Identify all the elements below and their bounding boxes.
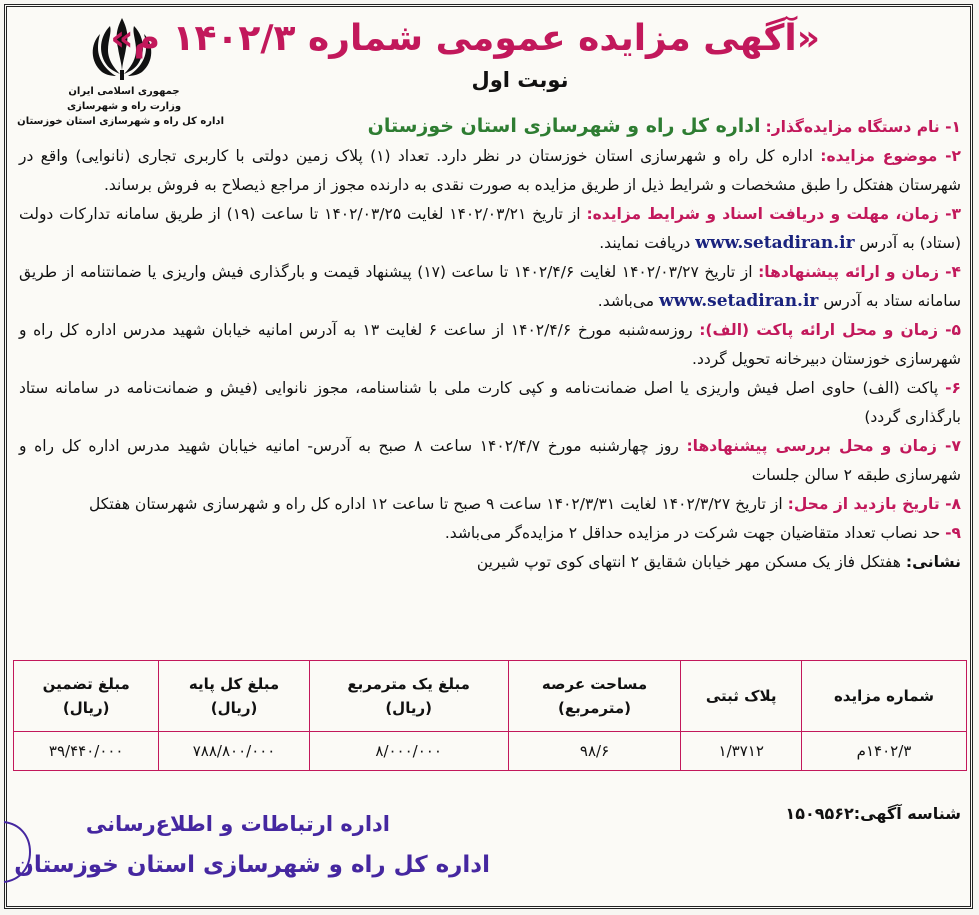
header-land-area: مساحت عرصه (مترمربع) (508, 661, 681, 732)
item-1 (19, 112, 961, 142)
item-text: روز چهارشنبه مورخ ۱۴۰۲/۴/۷ ساعت ۸ صبح به آدرس- امانیه خیابان شهید مدرس اداره کل راه و شهرسازی طبقه ۲ سالن جلسات (19, 437, 961, 484)
notice-round: نوبت اول (471, 68, 569, 92)
item-label: ۶- (945, 379, 961, 397)
setadiran-link[interactable]: www.setadiran.ir (659, 291, 819, 311)
organizer-name: اداره کل راه و شهرسازی استان خوزستان (367, 115, 761, 137)
ministry-line: وزارت راه و شهرسازی (66, 101, 182, 112)
item-label: ۷- زمان و محل بررسی پیشنهادها: (686, 437, 961, 455)
address (19, 548, 961, 577)
item-text: پاکت (الف) حاوی اصل فیش واریزی یا اصل ضمانت‌نامه و کپی کارت ملی با شناسنامه، مجوز نانوایی (فیش و ضمانت‌نامه در سامانه ستاد بارگذاری گردد) (19, 379, 961, 426)
item-4 (19, 258, 961, 316)
item-2 (19, 142, 961, 200)
item-label: ۴- زمان و ارائه پیشنهادها: (758, 263, 961, 281)
ad-identifier: شناسه آگهی:۱۵۰۹۵۶۲ (785, 804, 961, 823)
item-5 (19, 316, 961, 374)
cell-land-area: ۹۸/۶ (508, 732, 681, 771)
setadiran-link[interactable]: www.setadiran.ir (695, 233, 855, 253)
header-base-total: مبلغ کل پایه (ریال) (159, 661, 309, 732)
header-guarantee: مبلغ تضمین (ریال) (14, 661, 159, 732)
cell-registration-plate: ۱/۳۷۱۲ (681, 732, 802, 771)
item-label: ۳- زمان، مهلت و دریافت اسناد و شرایط مزایده: (586, 205, 961, 223)
header-auction-number: شماره مزایده (801, 661, 966, 732)
item-text: حد نصاب تعداد متقاضیان جهت شرکت در مزایده حداقل ۲ مزایده‌گر می‌باشد. (444, 524, 946, 542)
item-label: ۵- زمان و محل ارائه پاکت (الف): (699, 321, 961, 339)
footer-organization: اداره کل راه و شهرسازی استان خوزستان (14, 852, 490, 878)
cell-auction-number: ۱۴۰۲/۳م (801, 732, 966, 771)
item-text: اداره کل راه و شهرسازی استان خوزستان در نظر دارد. تعداد (۱) پلاک زمین دولتی با کاربری تجاری (نانوایی) واقع در شهرستان هفتکل را طبق مشخصات و شرایط ذیل از طریق مزایده به صورت نقدی به دارنده مجوز از مراجع ذیصلاح به فروش برساند. (19, 147, 961, 194)
address-label: نشانی: (905, 553, 961, 571)
cell-guarantee: ۳۹/۴۴۰/۰۰۰ (14, 732, 159, 771)
item-9 (19, 519, 961, 548)
footer-department: اداره ارتباطات و اطلاع‌رسانی (85, 812, 390, 836)
item-text: می‌باشد. (597, 292, 660, 310)
cell-base-total: ۷۸۸/۸۰۰/۰۰۰ (159, 732, 309, 771)
table-header-row (14, 661, 967, 732)
item-text: از تاریخ ۱۴۰۲/۰۳/۲۷ لغایت ۱۴۰۲/۴/۶ تا ساعت (۱۷) پیشنهاد قیمت و بارگذاری فیش واریزی یا ضمانتنامه از طریق سامانه ستاد به آدرس (19, 263, 961, 310)
item-6 (19, 374, 961, 432)
item-text: از تاریخ ۱۴۰۲/۳/۲۷ لغایت ۱۴۰۲/۳/۳۱ ساعت ۹ صبح تا ساعت ۱۲ اداره کل راه و شهرسازی شهرستان هفتکل (89, 495, 788, 513)
notice-title: «آگهی مزایده عمومی شماره ۱۴۰۲/۳ م» (110, 18, 820, 59)
item-label: ۱- نام دستگاه مزایده‌گذار: (765, 118, 961, 136)
table-row (14, 732, 967, 771)
header-registration-plate: پلاک ثبتی (681, 661, 802, 732)
item-label: ۹- (945, 524, 961, 542)
ministry-line: جمهوری اسلامی ایران (68, 86, 180, 97)
notice-body (19, 112, 961, 577)
auction-spec-table (13, 660, 967, 771)
item-label: ۸- تاریخ بازدید از محل: (787, 495, 961, 513)
item-8 (19, 490, 961, 519)
cell-price-per-sqm: ۸/۰۰۰/۰۰۰ (309, 732, 508, 771)
ministry-line: اداره کل راه و شهرسازی استان خوزستان (17, 116, 224, 127)
item-text: دریافت نمایند. (599, 234, 696, 252)
item-text: از تاریخ ۱۴۰۲/۰۳/۲۱ لغایت ۱۴۰۲/۰۳/۲۵ تا ساعت (۱۹) از طریق سامانه تدارکات دولت (ستاد) به آدرس (19, 205, 961, 252)
address-text: هفتکل فاز یک مسکن مهر خیابان شقایق ۲ انتهای کوی توپ شیرین (476, 553, 906, 571)
header-price-per-sqm: مبلغ یک مترمربع (ریال) (309, 661, 508, 732)
item-3 (19, 200, 961, 258)
item-text: روزسه‌شنبه مورخ ۱۴۰۲/۴/۶ از ساعت ۶ لغایت ۱۳ به آدرس امانیه خیابان شهید مدرس اداره کل راه و شهرسازی خوزستان دبیرخانه تحویل گردد. (19, 321, 961, 368)
item-7 (19, 432, 961, 490)
item-label: ۲- موضوع مزایده: (820, 147, 961, 165)
